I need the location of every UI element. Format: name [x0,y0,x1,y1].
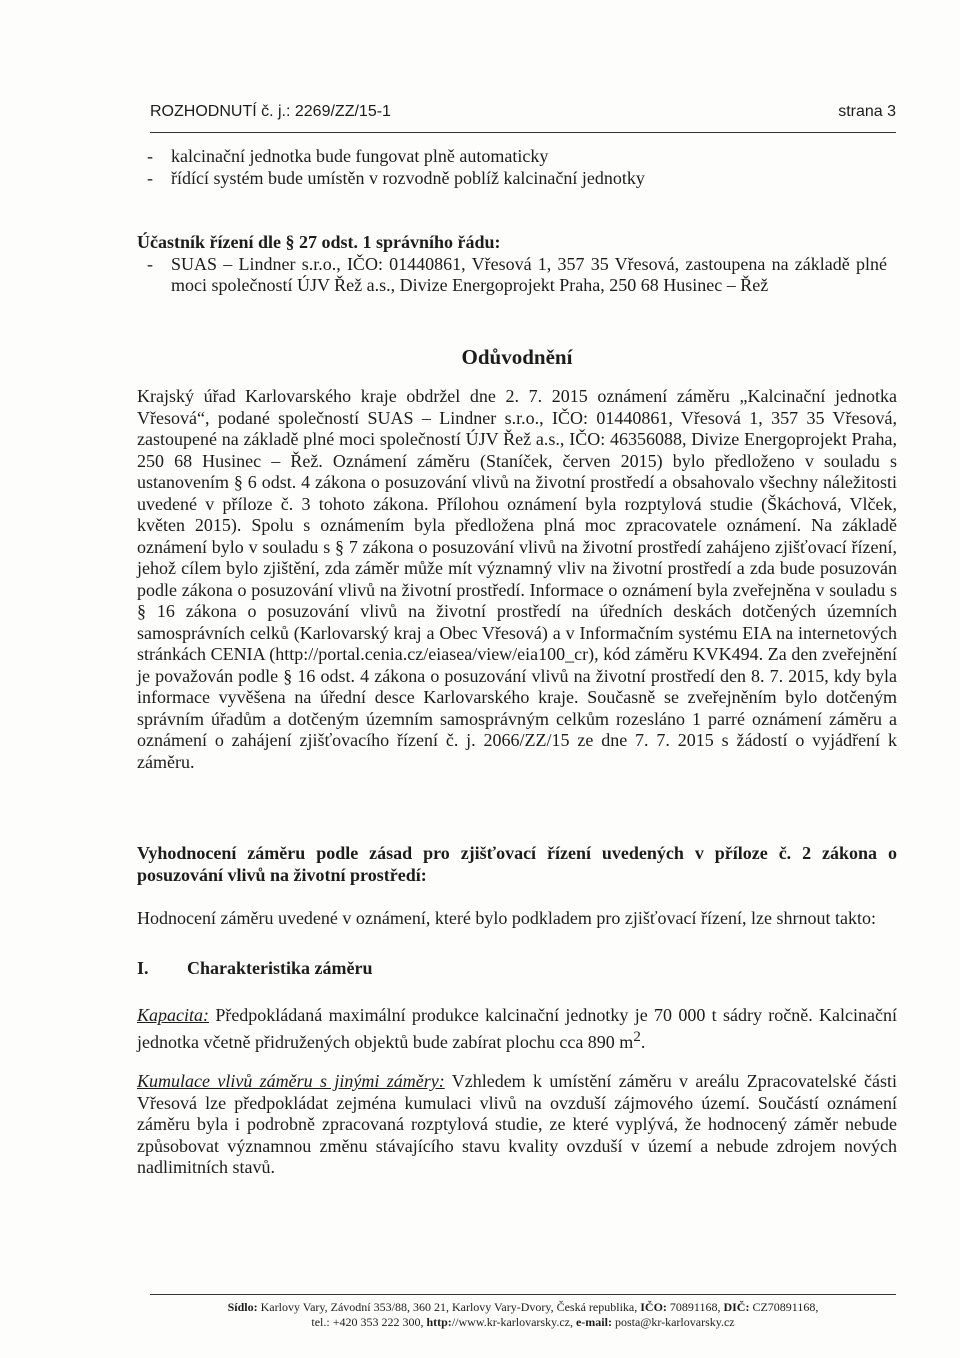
decision-reference: ROZHODNUTÍ č. j.: 2269/ZZ/15-1 [150,103,391,120]
justification-text: Krajský úřad Karlovarského kraje obdržel dne 2. 7. 2015 oznámení záměru „Kalcinační jednotka Vřesová“, podané společností SUAS – Lindner s.r.o., IČO: 01440861, Vřesová 1, 357 35 Vřesová, zastoupené na základě plné moci společností ÚJV Řež a.s., IČO: 46356088, Divize Energoprojekt Praha, 250 68 Husinec – Řež. Oznámení záměru (Staníček, červen 2015) bylo předloženo v souladu s ustanovením § 6 odst. 4 zákona o posuzování vlivů na životní prostředí a obsahovalo všechny náležitosti uvedené v příloze č. 3 tohoto zákona. Přílohou oznámení byla rozptylová studie (Škáchová, Vlček, květen 2015). Spolu s oznámením byla předložena plná moc zpracovatele oznámení. Na základě oznámení bylo v souladu s § 7 zákona o posuzování vlivů na životní prostředí zahájeno zjišťovací řízení, jehož cílem bylo zjištění, zda záměr může mít významný vliv na životní prostředí a zda bude posuzován podle zákona o posuzování vlivů na životní prostředí. Informace o oznámení byla zveřejněna v souladu s § 16 zákona o posuzování vlivů na životní prostředí na úředních deskách dotčených územních samosprávních celků (Karlovarský kraj a Obec Vřesová) a v Informačním systému EIA na internetových stránkách CENIA (http://portal.cenia.cz/eiasea/view/eia100_cr), kód záměru KVK494. Za den zveřejnění je považován podle § 16 odst. 4 zákona o posuzování vlivů na životní prostředí den 8. 7. 2015, kdy byla informace vyvěšena na úřední desce Karlovarského kraje. Současně se zveřejněním bylo dotčeným správním úřadům a dotčeným územním samosprávným celkům rozesláno 1 parré oznámení záměru a oznámení o zahájení zjišťovacího řízení č. j. 2066/ZZ/15 ze dne 7. 7. 2015 s žádostí o vyjádření k záměru. [137,386,897,772]
section-title: Charakteristika záměru [187,957,373,978]
list-item: - řídící systém bude umístěn v rozvodně poblíž kalcinační jednotky [137,168,897,190]
evaluation-heading: Vyhodnocení záměru podle zásad pro zjišťovací řízení uvedených v příloze č. 2 zákona o posuzování vlivů na životní prostředí: [137,843,897,885]
footer-line-2 [150,1315,896,1330]
header-divider [150,132,896,133]
cumulation-paragraph [137,1071,897,1179]
evaluation-intro: Hodnocení záměru uvedené v oznámení, které bylo podkladem pro zjišťovací řízení, lze shrnout takto: [137,908,876,928]
footer-divider [150,1294,896,1295]
ico-label: IČO: [640,1300,667,1314]
participant-list [137,254,887,297]
email-label: e-mail: [575,1315,612,1329]
dic-label: DIČ: [723,1300,750,1314]
participant-item [137,254,887,297]
capacity-label: Kapacita: [137,1005,209,1025]
page-number: strana 3 [838,103,896,120]
participant-text: - SUAS – Lindner s.r.o., IČO: 01440861, Vřesová 1, 357 35 Vřesová, zastoupena na základě plné moci společností ÚJV Řež a.s., Divize Energoprojekt Praha, 250 68 Husinec – Řež [171,253,887,295]
dic-value: CZ70891168, [752,1300,819,1314]
document-body [137,146,897,1179]
section-heading [137,958,897,980]
email-link[interactable]: posta@kr-karlovarsky.cz [614,1315,735,1329]
seat-text: Karlovy Vary, Závodní 353/88, 360 21, Karlovy Vary-Dvory, Česká republika, [260,1300,638,1314]
footer-line-1 [150,1300,896,1315]
cumulation-label: Kumulace vlivů záměru s jinými záměry: [137,1071,445,1091]
top-bullet-list [137,146,897,189]
cumulation-text: Vzhledem k umístění záměru v areálu Zpracovatelské části Vřesová lze předpokládat zejména kumulaci vlivů na ovzduší zájmového území. Součástí oznámení záměru byla i podrobně zpracovaná rozptylová studie, ze které vyplývá, že hodnocený záměr nebude způsobovat významnou změnu stávajícího stavu kvality ovzduší v území a nebude zdrojem nových nadlimitních stavů. [137,1071,897,1177]
phone-text: tel.: +420 353 222 300, [311,1315,424,1329]
participant-heading: Účastník řízení dle § 27 odst. 1 správního řádu: [137,232,501,252]
page-header [150,103,896,121]
web-label: http: [426,1315,452,1329]
capacity-superscript: 2 [633,1028,641,1045]
section-number: I. [137,957,149,978]
capacity-text: Předpokládaná maximální produkce kalcinační jednotky je 70 000 t sádry ročně. Kalcinační jednotka včetně přidružených objektů bude zabírat plochu cca 890 m [137,1005,898,1052]
page-footer [150,1300,896,1330]
capacity-end: . [640,1031,646,1052]
ico-value: 70891168, [669,1300,721,1314]
seat-label: Sídlo: [227,1300,258,1314]
list-item: - kalcinační jednotka bude fungovat plně automaticky [137,146,897,168]
web-link[interactable]: //www.kr-karlovarsky.cz, [451,1315,573,1329]
justification-title: Odůvodnění [461,344,573,369]
capacity-paragraph [137,1005,897,1053]
